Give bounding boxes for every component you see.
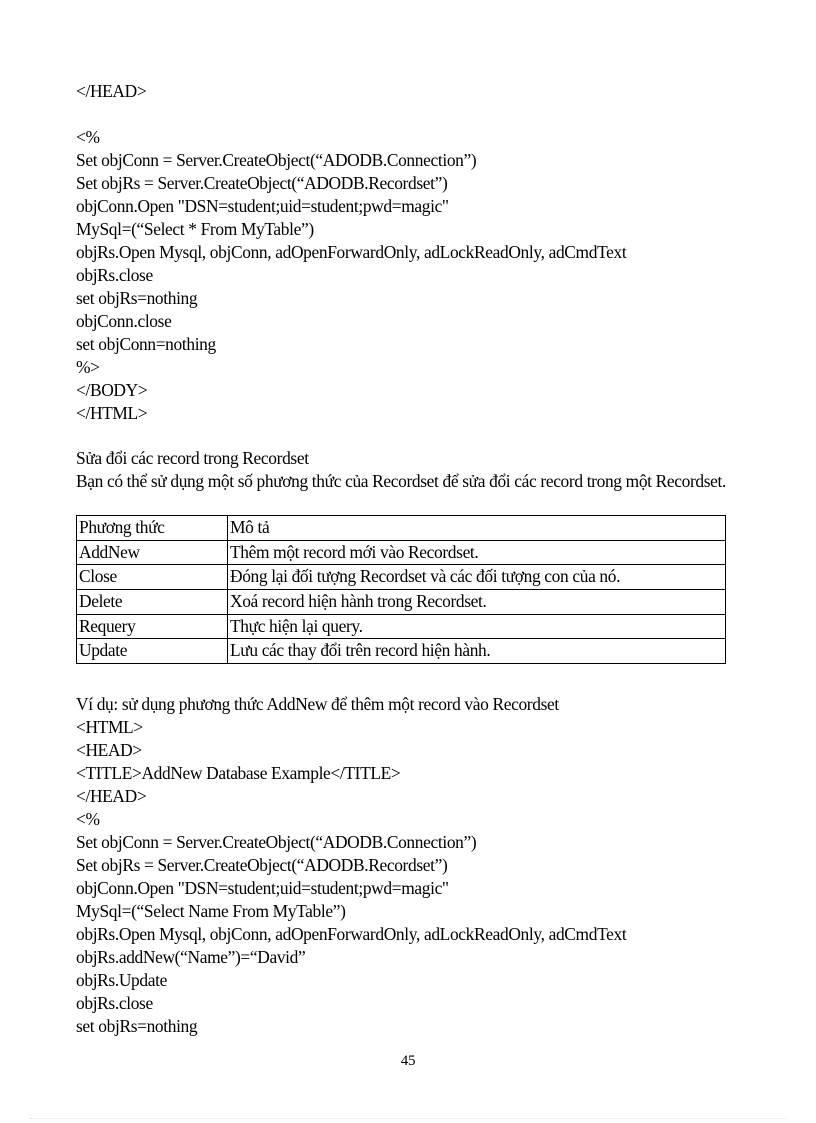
code-line: %>: [76, 357, 100, 377]
example-caption: Ví dụ: sử dụng phương thức AddNew để thêm một record vào Recordset: [76, 694, 559, 714]
code-line: Set objConn = Server.CreateObject(“ADODB.Connection”): [76, 150, 477, 170]
table-row: [77, 614, 726, 639]
section-heading: Sửa đổi các record trong Recordset: [76, 448, 309, 468]
table-row: [77, 639, 726, 664]
code-line: objRs.Open Mysql, objConn, adOpenForwardOnly, adLockReadOnly, adCmdText: [76, 242, 627, 262]
code-line: </HEAD>: [76, 786, 147, 806]
code-line: objRs.Update: [76, 970, 167, 990]
code-line: objRs.close: [76, 993, 153, 1013]
code-line: <HTML>: [76, 717, 143, 737]
method-name: Requery: [77, 614, 228, 639]
method-description: Thêm một record mới vào Recordset.: [228, 540, 726, 565]
code-line: objRs.close: [76, 265, 153, 285]
table-header-row: [77, 516, 726, 541]
code-line: Set objConn = Server.CreateObject(“ADODB.Connection”): [76, 832, 477, 852]
code-line: MySql=(“Select * From MyTable”): [76, 219, 314, 239]
example-block: [76, 693, 736, 1038]
code-line: </BODY>: [76, 380, 148, 400]
code-line: objConn.close: [76, 311, 172, 331]
code-line: <TITLE>AddNew Database Example</TITLE>: [76, 763, 401, 783]
code-line: Set objRs = Server.CreateObject(“ADODB.Recordset”): [76, 173, 448, 193]
code-block-top: [76, 80, 736, 425]
method-description: Thực hiện lại query.: [228, 614, 726, 639]
table-row: [77, 590, 726, 615]
code-line: set objRs=nothing: [76, 288, 198, 308]
header-method: Phương thức: [77, 516, 228, 541]
code-line: <HEAD>: [76, 740, 142, 760]
method-description: Lưu các thay đổi trên record hiện hành.: [228, 639, 726, 664]
page-number: 45: [400, 1053, 416, 1069]
method-description: Đóng lại đối tượng Recordset và các đối tượng con của nó.: [228, 565, 726, 590]
code-line: <%: [76, 809, 100, 829]
table-row: [77, 565, 726, 590]
code-line: objRs.Open Mysql, objConn, adOpenForwardOnly, adLockReadOnly, adCmdText: [76, 924, 627, 944]
method-description: Xoá record hiện hành trong Recordset.: [228, 590, 726, 615]
code-line: objConn.Open "DSN=student;uid=student;pwd=magic": [76, 196, 449, 216]
code-line: set objConn=nothing: [76, 334, 216, 354]
page-bottom-border: [30, 1118, 786, 1119]
table-row: [77, 540, 726, 565]
method-name: AddNew: [77, 540, 228, 565]
code-line: objConn.Open "DSN=student;uid=student;pwd=magic": [76, 878, 449, 898]
methods-table: [76, 515, 726, 664]
section-intro: Bạn có thể sử dụng một số phương thức của Recordset để sửa đổi các record trong một Recordset.: [76, 471, 727, 491]
method-name: Close: [77, 565, 228, 590]
code-line: Set objRs = Server.CreateObject(“ADODB.Recordset”): [76, 855, 448, 875]
code-line: objRs.addNew(“Name”)=“David”: [76, 947, 306, 967]
code-line: [76, 103, 736, 126]
section: [76, 447, 736, 493]
code-line: set objRs=nothing: [76, 1016, 198, 1036]
code-line: MySql=(“Select Name From MyTable”): [76, 901, 346, 921]
method-name: Update: [77, 639, 228, 664]
method-name: Delete: [77, 590, 228, 615]
header-description: Mô tả: [228, 516, 726, 541]
code-line: <%: [76, 127, 100, 147]
code-line: </HEAD>: [76, 81, 147, 101]
code-line: </HTML>: [76, 403, 148, 423]
